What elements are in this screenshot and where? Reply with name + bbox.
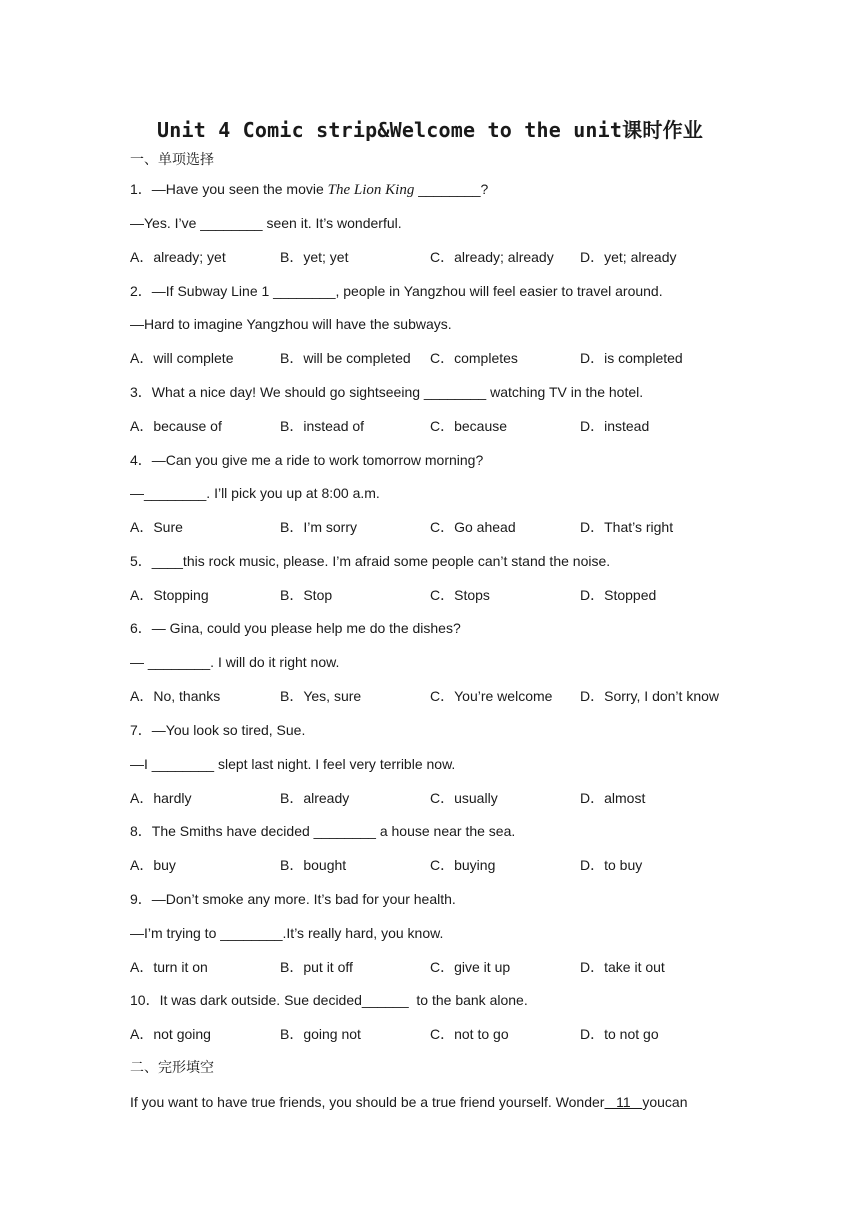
q10-option-b[interactable]: B．going not xyxy=(280,1026,361,1042)
question-3-line-1: 3．What a nice day! We should go sightseeing ________ watching TV in the hotel. xyxy=(130,384,644,400)
section-heading-cloze: 二、完形填空 xyxy=(130,1060,214,1076)
q9-option-c[interactable]: C．give it up xyxy=(430,959,511,975)
question-2-line-2: —Hard to imagine Yangzhou will have the subways. xyxy=(130,316,452,332)
q1-movie-title: The Lion King xyxy=(327,182,415,198)
q3-option-d[interactable]: D．instead xyxy=(580,418,650,434)
cloze-text-pre: If you want to have true friends, you should be a true friend yourself. Wonder xyxy=(130,1094,605,1110)
cloze-blank-11[interactable]: 11 xyxy=(604,1094,643,1110)
question-7-line-1: 7．—You look so tired, Sue. xyxy=(130,722,306,738)
q5-option-d[interactable]: D．Stopped xyxy=(580,587,657,603)
q7-option-d[interactable]: D．almost xyxy=(580,790,646,806)
question-1-line-1 xyxy=(130,180,488,199)
q5-option-a[interactable]: A．Stopping xyxy=(130,587,209,603)
question-10-line-1: 10．It was dark outside. Sue decided______ to the bank alone. xyxy=(130,992,528,1008)
question-7-line-2: —I ________ slept last night. I feel very terrible now. xyxy=(130,756,456,772)
q2-option-b[interactable]: B．will be completed xyxy=(280,350,411,366)
title-chinese: 课时作业 xyxy=(622,118,703,142)
q1-option-b[interactable]: B．yet; yet xyxy=(280,249,349,265)
q4-option-b[interactable]: B．I’m sorry xyxy=(280,519,357,535)
q10-option-a[interactable]: A．not going xyxy=(130,1026,211,1042)
q4-option-d[interactable]: D．That’s right xyxy=(580,519,674,535)
cloze-text-post: youcan xyxy=(642,1094,688,1110)
question-6-line-2: — ________. I will do it right now. xyxy=(130,654,340,670)
q1-text-post: ________? xyxy=(414,181,489,197)
q7-option-a[interactable]: A．hardly xyxy=(130,790,192,806)
q8-option-d[interactable]: D．to buy xyxy=(580,857,643,873)
section-heading-multiple-choice: 一、单项选择 xyxy=(130,152,214,168)
question-6-line-1: 6．— Gina, could you please help me do the dishes? xyxy=(130,620,461,636)
q6-option-c[interactable]: C．You’re welcome xyxy=(430,688,553,704)
q9-option-d[interactable]: D．take it out xyxy=(580,959,665,975)
q5-option-b[interactable]: B．Stop xyxy=(280,587,333,603)
q4-option-c[interactable]: C．Go ahead xyxy=(430,519,516,535)
question-4-line-2: —________. I’ll pick you up at 8:00 a.m. xyxy=(130,485,380,501)
q10-option-c[interactable]: C．not to go xyxy=(430,1026,509,1042)
q1-option-c[interactable]: C．already; already xyxy=(430,249,554,265)
q1-text-pre: 1．—Have you seen the movie xyxy=(130,181,328,197)
question-4-line-1: 4．—Can you give me a ride to work tomorrow morning? xyxy=(130,452,484,468)
q6-option-b[interactable]: B．Yes, sure xyxy=(280,688,362,704)
question-9-line-2: —I’m trying to ________.It’s really hard, you know. xyxy=(130,925,444,941)
q5-option-c[interactable]: C．Stops xyxy=(430,587,490,603)
question-2-line-1: 2．—If Subway Line 1 ________, people in Yangzhou will feel easier to travel around. xyxy=(130,283,663,299)
q8-option-b[interactable]: B．bought xyxy=(280,857,347,873)
q10-option-d[interactable]: D．to not go xyxy=(580,1026,659,1042)
q6-option-a[interactable]: A．No, thanks xyxy=(130,688,221,704)
q3-option-a[interactable]: A．because of xyxy=(130,418,222,434)
q9-option-b[interactable]: B．put it off xyxy=(280,959,353,975)
question-8-line-1: 8．The Smiths have decided ________ a house near the sea. xyxy=(130,823,516,839)
question-9-line-1: 9．—Don’t smoke any more. It’s bad for your health. xyxy=(130,891,456,907)
q8-option-c[interactable]: C．buying xyxy=(430,857,496,873)
q3-option-b[interactable]: B．instead of xyxy=(280,418,365,434)
question-1-line-2: —Yes. I’ve ________ seen it. It’s wonderful. xyxy=(130,215,402,231)
cloze-passage-line-1 xyxy=(130,1093,688,1111)
title-english: Unit 4 Comic strip&Welcome to the unit xyxy=(157,118,623,142)
q7-option-c[interactable]: C．usually xyxy=(430,790,498,806)
q1-option-d[interactable]: D．yet; already xyxy=(580,249,677,265)
q2-option-c[interactable]: C．completes xyxy=(430,350,518,366)
question-5-line-1: 5．____this rock music, please. I’m afraid some people can’t stand the noise. xyxy=(130,553,611,569)
q9-option-a[interactable]: A．turn it on xyxy=(130,959,208,975)
q7-option-b[interactable]: B．already xyxy=(280,790,350,806)
q2-option-a[interactable]: A．will complete xyxy=(130,350,234,366)
page-title xyxy=(0,114,860,143)
q3-option-c[interactable]: C．because xyxy=(430,418,508,434)
q6-option-d[interactable]: D．Sorry, I don’t know xyxy=(580,688,720,704)
q8-option-a[interactable]: A．buy xyxy=(130,857,176,873)
q4-option-a[interactable]: A．Sure xyxy=(130,519,183,535)
q2-option-d[interactable]: D．is completed xyxy=(580,350,683,366)
q1-option-a[interactable]: A．already; yet xyxy=(130,249,226,265)
